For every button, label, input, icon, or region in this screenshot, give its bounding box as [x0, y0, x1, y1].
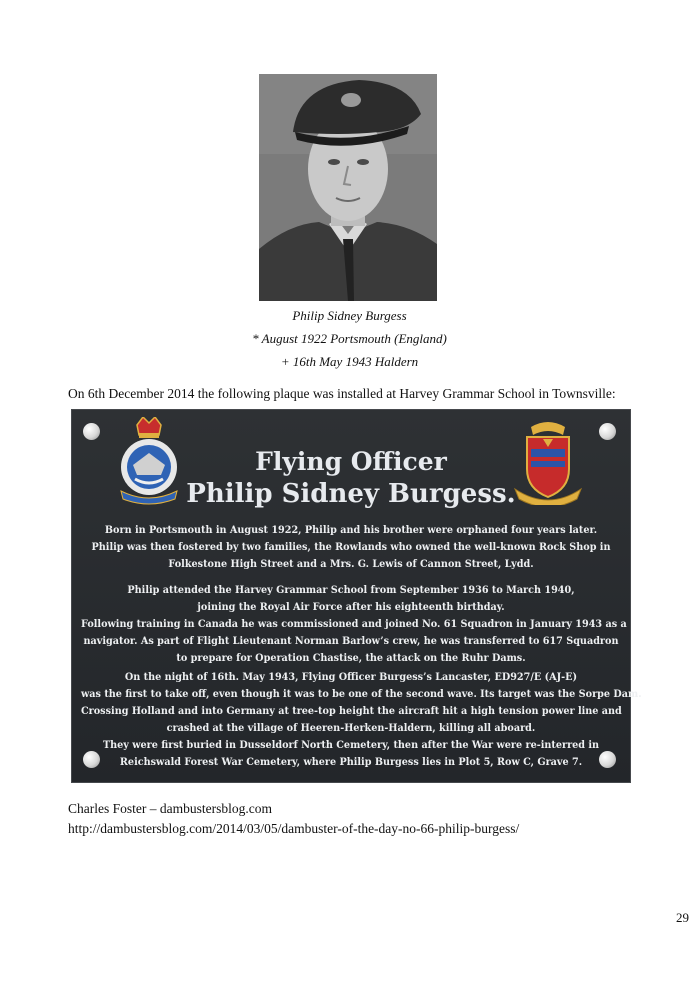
- plaque-line: Reichswald Forest War Cemetery, where Philip Burgess lies in Plot 5, Row C, Grave 7.: [119, 757, 583, 768]
- plaque-line: crashed at the village of Heeren-Herken-Haldern, killing all aboard.: [166, 723, 536, 734]
- source-url-link[interactable]: http://dambustersblog.com/2014/03/05/dambuster-of-the-day-no-66-philip-burgess/: [68, 821, 520, 836]
- plaque-line: On the night of 16th. May 1943, Flying Officer Burgess’s Lancaster, ED927/E (AJ-E): [124, 672, 578, 683]
- plaque-line: Philip was then fostered by two families, the Rowlands who owned the well-known Rock Shop in: [91, 542, 611, 553]
- plaque-line: Folkestone High Street and a Mrs. G. Lewis of Cannon Street, Lydd.: [168, 559, 534, 570]
- screw-top-left: [83, 423, 100, 440]
- photo-caption-name: Philip Sidney Burgess: [292, 308, 407, 323]
- plaque-line: Following training in Canada he was commissioned and joined No. 61 Squadron in January 1943 as a: [81, 619, 627, 630]
- plaque-line: to prepare for Operation Chastise, the attack on the Ruhr Dams.: [176, 653, 526, 664]
- plaque-line: joining the Royal Air Force after his eighteenth birthday.: [197, 602, 505, 613]
- memorial-plaque: [71, 409, 642, 783]
- photo-caption-born: * August 1922 Portsmouth (England): [252, 331, 447, 346]
- plaque-paragraph-2: [71, 582, 631, 667]
- credit-text: Charles Foster – dambustersblog.com: [68, 801, 272, 816]
- plaque-title-name: Philip Sidney Burgess.: [186, 479, 516, 509]
- plaque-line: They were first buried in Dusseldorf North Cemetery, then after the War were re-interred in: [102, 740, 600, 751]
- plaque-title-rank: Flying Officer: [255, 447, 447, 476]
- plaque-paragraph-1: [71, 522, 631, 573]
- photo-caption-died: + 16th May 1943 Haldern: [280, 354, 419, 369]
- plaque-line: navigator. As part of Flight Lieutenant Norman Barlow’s crew, he was transferred to 617 Squadron: [83, 636, 619, 647]
- plaque-line: was the first to take off, even though it was to be one of the second wave. Its target was the Sorpe Dam.: [81, 689, 642, 700]
- plaque-line: Philip attended the Harvey Grammar School from September 1936 to March 1940,: [127, 585, 575, 596]
- portrait-illustration: [259, 74, 437, 301]
- portrait-photo: [259, 74, 437, 301]
- screw-top-right: [599, 423, 616, 440]
- plaque-line: Born in Portsmouth in August 1922, Philip and his brother were orphaned four years later.: [104, 525, 598, 536]
- intro-text: On 6th December 2014 the following plaque was installed at Harvey Grammar School in Townsville:: [68, 386, 616, 401]
- plaque-paragraph-3: [71, 669, 642, 771]
- plaque-line: Crossing Holland and into Germany at tree-top height the aircraft hit a high tension power line and: [81, 706, 622, 717]
- page-number: 29: [676, 910, 689, 925]
